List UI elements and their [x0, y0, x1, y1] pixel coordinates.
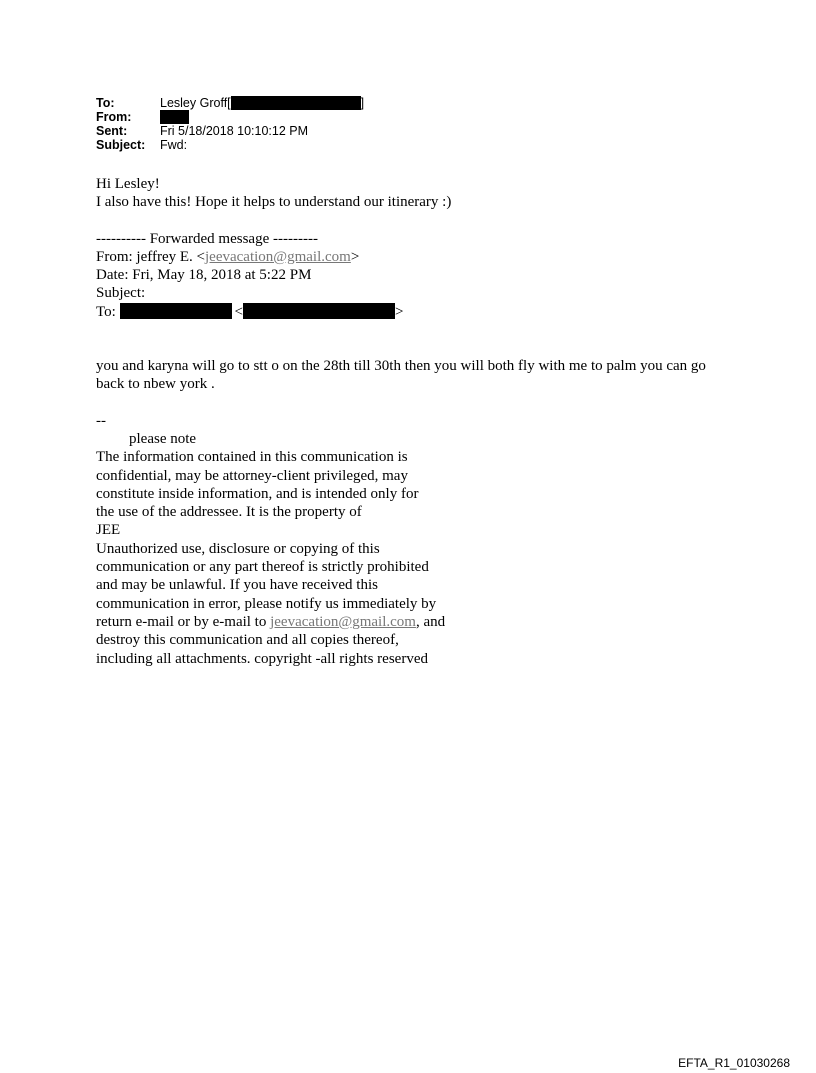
disclaimer-email-line: [96, 613, 736, 631]
redaction-block: [231, 96, 361, 110]
disclaimer-line: confidential, may be attorney-client privileged, may: [96, 467, 408, 484]
document-id: EFTA_R1_01030268: [678, 1056, 790, 1070]
disclaimer-line: JEE: [96, 522, 121, 539]
redaction-block: [160, 110, 189, 124]
forward-date: Date: Fri, May 18, 2018 at 5:22 PM: [96, 267, 312, 284]
disclaimer-line: The information contained in this communication is: [96, 449, 408, 466]
to-value: Lesley Groff[: [160, 96, 231, 110]
forward-from: [96, 248, 736, 266]
forward-from-suffix: >: [350, 248, 360, 265]
message-text: you and karyna will go to stt o on the 28th till 30th then you will both fly with me to palm you can go back to nbew york .: [96, 358, 706, 393]
to-close-bracket: ]: [360, 96, 365, 110]
forward-to-prefix: To:: [96, 303, 120, 320]
forward-subject: Subject:: [96, 285, 146, 302]
disclaimer-line: Unauthorized use, disclosure or copying of this: [96, 540, 380, 557]
forward-to-gt: >: [395, 303, 404, 320]
sent-value: Fri 5/18/2018 10:10:12 PM: [160, 124, 309, 138]
redaction-block: [120, 303, 232, 319]
sent-label: Sent:: [96, 124, 128, 138]
forward-separator: ---------- Forwarded message ---------: [96, 230, 318, 247]
redaction-block: [243, 303, 395, 319]
to-label: To:: [96, 96, 115, 110]
forward-from-prefix: From: jeffrey E. <: [96, 248, 205, 265]
disclaimer-line: the use of the addressee. It is the property of: [96, 504, 362, 521]
email-link[interactable]: jeevacation@gmail.com: [270, 613, 416, 630]
greeting: Hi Lesley!: [96, 176, 160, 192]
email-link[interactable]: jeevacation@gmail.com: [205, 248, 351, 265]
subject-label: Subject:: [96, 138, 146, 152]
email-header: [96, 96, 364, 152]
disclaimer-line: including all attachments. copyright -all rights reserved: [96, 650, 428, 667]
from-label: From:: [96, 110, 132, 124]
signature-note: please note: [129, 430, 197, 447]
forward-to-lt: <: [234, 303, 244, 320]
subject-value: Fwd:: [160, 138, 188, 152]
sent-row: [96, 124, 364, 138]
subject-row: [96, 138, 364, 152]
disclaimer-line: constitute inside information, and is intended only for: [96, 485, 419, 502]
disclaimer-email-suffix: , and: [415, 613, 446, 630]
signature-dashes: --: [96, 412, 106, 429]
disclaimer-line: communication in error, please notify us immediately by: [96, 595, 437, 612]
disclaimer-line: and may be unlawful. If you have received this: [96, 577, 378, 594]
intro-line: I also have this! Hope it helps to understand our itinerary :): [96, 194, 452, 211]
disclaimer-line: destroy this communication and all copies thereof,: [96, 632, 399, 649]
to-row: [96, 96, 364, 110]
forward-to: [96, 303, 736, 321]
from-row: [96, 110, 364, 124]
disclaimer-line: communication or any part thereof is strictly prohibited: [96, 559, 429, 576]
email-body: [96, 175, 736, 668]
disclaimer-email-prefix: return e-mail or by e-mail to: [96, 613, 271, 630]
